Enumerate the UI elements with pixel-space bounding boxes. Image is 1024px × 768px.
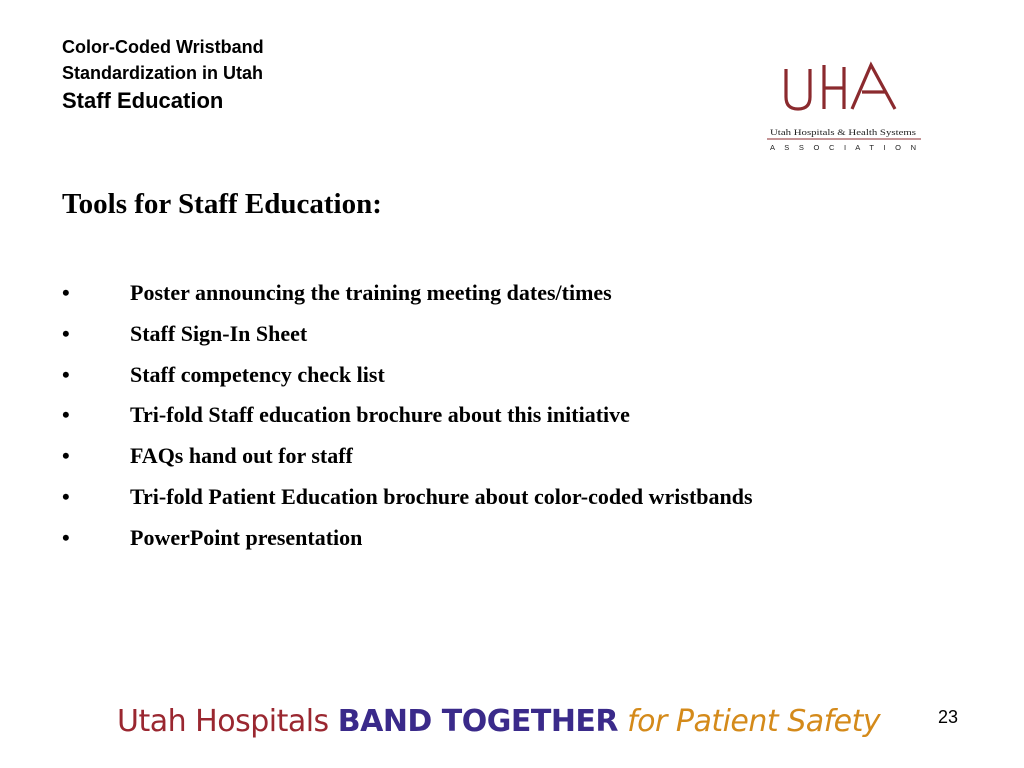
bullet-icon: •: [62, 402, 70, 428]
list-item-text: Staff Sign-In Sheet: [130, 320, 308, 346]
bullet-icon: •: [62, 320, 70, 346]
logo-letter-u: [786, 69, 810, 109]
bullet-icon: •: [62, 483, 70, 509]
list-item: [62, 358, 753, 399]
tagline-part-2: BAND TOGETHER: [337, 704, 619, 739]
header-line-1: Color-Coded Wristband: [62, 37, 264, 57]
bullet-icon: •: [62, 443, 70, 469]
section-title: Tools for Staff Education:: [62, 188, 382, 220]
bullet-icon: •: [62, 524, 70, 550]
tagline-part-1: Utah Hospitals: [117, 704, 338, 739]
list-item-text: Tri-fold Patient Education brochure about color-coded wristbands: [130, 483, 753, 509]
list-item-text: PowerPoint presentation: [130, 524, 363, 550]
header-line-2: Standardization in Utah: [62, 63, 264, 83]
slide-header: [62, 34, 264, 116]
logo-text-line1: Utah Hospitals & Health Systems: [770, 127, 917, 137]
list-item-text: FAQs hand out for staff: [130, 443, 353, 469]
list-item: [62, 398, 753, 439]
footer-tagline: [117, 700, 880, 744]
page-number: 23: [938, 707, 959, 727]
list-item: [62, 276, 753, 317]
list-item-text: Poster announcing the training meeting dates/times: [130, 280, 612, 305]
header-line-3: Staff Education: [62, 88, 224, 113]
list-item: [62, 439, 753, 480]
tagline-part-3: for Patient Safety: [618, 704, 881, 739]
list-item: [62, 317, 753, 358]
logo-letter-a: [852, 65, 895, 109]
tools-list: [62, 276, 753, 562]
bullet-icon: •: [62, 280, 70, 305]
logo-text-line2: A S S O C I A T I O N: [770, 143, 916, 152]
list-item: [62, 480, 753, 521]
logo-letter-h: [824, 65, 844, 109]
list-item-text: Tri-fold Staff education brochure about this initiative: [130, 402, 630, 428]
bullet-icon: •: [62, 361, 70, 387]
uha-logo: [764, 52, 924, 158]
list-item: [62, 521, 753, 562]
list-item-text: Staff competency check list: [130, 361, 385, 387]
